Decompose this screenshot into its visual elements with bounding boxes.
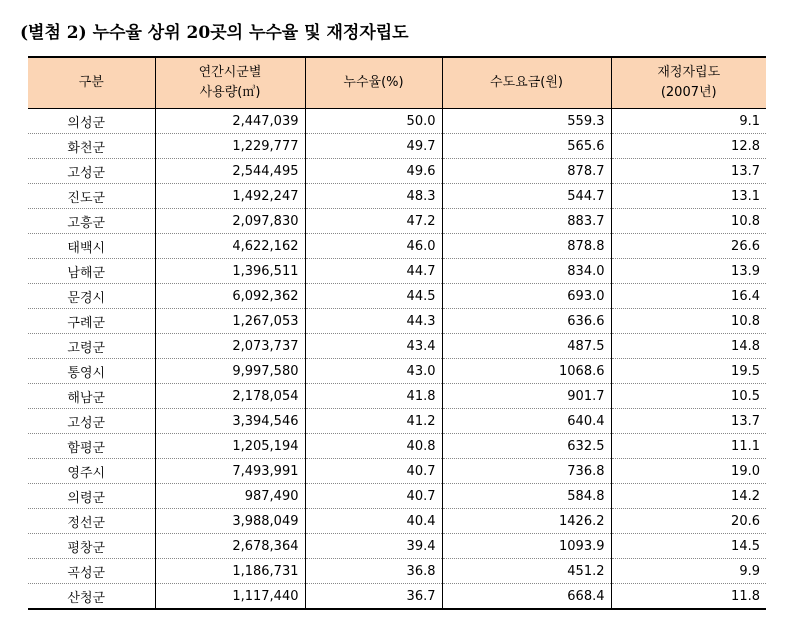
cell-annual-usage: 2,097,830 — [155, 209, 305, 234]
cell-region: 영주시 — [28, 459, 155, 484]
cell-fiscal-independence: 9.9 — [611, 559, 766, 584]
cell-fiscal-independence: 10.8 — [611, 309, 766, 334]
cell-annual-usage: 2,544,495 — [155, 159, 305, 184]
cell-water-fee: 1093.9 — [442, 534, 611, 559]
cell-annual-usage: 987,490 — [155, 484, 305, 509]
cell-fiscal-independence: 19.5 — [611, 359, 766, 384]
cell-water-fee: 584.8 — [442, 484, 611, 509]
cell-fiscal-independence: 13.7 — [611, 159, 766, 184]
cell-leak-rate: 44.3 — [305, 309, 442, 334]
cell-annual-usage: 1,117,440 — [155, 584, 305, 610]
cell-region: 구례군 — [28, 309, 155, 334]
cell-water-fee: 565.6 — [442, 134, 611, 159]
cell-fiscal-independence: 10.8 — [611, 209, 766, 234]
cell-annual-usage: 1,492,247 — [155, 184, 305, 209]
cell-leak-rate: 47.2 — [305, 209, 442, 234]
cell-region: 문경시 — [28, 284, 155, 309]
cell-region: 의령군 — [28, 484, 155, 509]
cell-annual-usage: 2,447,039 — [155, 109, 305, 134]
cell-water-fee: 693.0 — [442, 284, 611, 309]
cell-water-fee: 834.0 — [442, 259, 611, 284]
cell-region: 함평군 — [28, 434, 155, 459]
cell-leak-rate: 48.3 — [305, 184, 442, 209]
table-row — [28, 584, 766, 610]
table-row — [28, 484, 766, 509]
cell-fiscal-independence: 12.8 — [611, 134, 766, 159]
table-row — [28, 109, 766, 134]
cell-water-fee: 1068.6 — [442, 359, 611, 384]
table-row — [28, 384, 766, 409]
header-leak-rate — [305, 57, 442, 109]
table-row — [28, 559, 766, 584]
table-row — [28, 184, 766, 209]
cell-annual-usage: 9,997,580 — [155, 359, 305, 384]
table-row — [28, 534, 766, 559]
header-annual-usage — [155, 57, 305, 109]
cell-region: 해남군 — [28, 384, 155, 409]
cell-water-fee: 878.8 — [442, 234, 611, 259]
cell-fiscal-independence: 14.5 — [611, 534, 766, 559]
cell-region: 평창군 — [28, 534, 155, 559]
header-line: 누수율(%) — [343, 75, 404, 90]
cell-annual-usage: 1,186,731 — [155, 559, 305, 584]
cell-fiscal-independence: 13.9 — [611, 259, 766, 284]
cell-region: 고성군 — [28, 409, 155, 434]
header-line: 구분 — [78, 75, 104, 90]
cell-leak-rate: 40.4 — [305, 509, 442, 534]
cell-water-fee: 878.7 — [442, 159, 611, 184]
table-row — [28, 459, 766, 484]
cell-water-fee: 544.7 — [442, 184, 611, 209]
cell-annual-usage: 6,092,362 — [155, 284, 305, 309]
cell-water-fee: 559.3 — [442, 109, 611, 134]
cell-annual-usage: 1,396,511 — [155, 259, 305, 284]
table-row — [28, 209, 766, 234]
cell-water-fee: 883.7 — [442, 209, 611, 234]
cell-water-fee: 636.6 — [442, 309, 611, 334]
cell-region: 진도군 — [28, 184, 155, 209]
cell-annual-usage: 2,073,737 — [155, 334, 305, 359]
cell-annual-usage: 2,178,054 — [155, 384, 305, 409]
header-region — [28, 57, 155, 109]
cell-leak-rate: 36.7 — [305, 584, 442, 610]
header-row — [28, 57, 766, 109]
cell-leak-rate: 43.0 — [305, 359, 442, 384]
cell-region: 고흥군 — [28, 209, 155, 234]
cell-water-fee: 640.4 — [442, 409, 611, 434]
cell-leak-rate: 41.8 — [305, 384, 442, 409]
cell-leak-rate: 40.7 — [305, 484, 442, 509]
cell-region: 정선군 — [28, 509, 155, 534]
header-line: (2007년) — [660, 85, 717, 100]
header-line: 재정자립도 — [657, 65, 721, 80]
table-row — [28, 284, 766, 309]
cell-region: 고성군 — [28, 159, 155, 184]
cell-water-fee: 736.8 — [442, 459, 611, 484]
cell-fiscal-independence: 13.7 — [611, 409, 766, 434]
header-line: 수도요금(원) — [490, 75, 563, 90]
cell-fiscal-independence: 10.5 — [611, 384, 766, 409]
cell-leak-rate: 49.7 — [305, 134, 442, 159]
cell-annual-usage: 1,229,777 — [155, 134, 305, 159]
cell-water-fee: 451.2 — [442, 559, 611, 584]
cell-region: 고령군 — [28, 334, 155, 359]
cell-fiscal-independence: 13.1 — [611, 184, 766, 209]
cell-fiscal-independence: 14.2 — [611, 484, 766, 509]
table-row — [28, 259, 766, 284]
table-row — [28, 434, 766, 459]
cell-fiscal-independence: 16.4 — [611, 284, 766, 309]
cell-annual-usage: 3,988,049 — [155, 509, 305, 534]
cell-fiscal-independence: 19.0 — [611, 459, 766, 484]
cell-leak-rate: 36.8 — [305, 559, 442, 584]
table-body — [28, 109, 766, 610]
header-line: 사용량(㎥) — [199, 85, 261, 100]
header-line: 연간시군별 — [198, 65, 262, 80]
cell-fiscal-independence: 11.1 — [611, 434, 766, 459]
cell-annual-usage: 1,205,194 — [155, 434, 305, 459]
cell-leak-rate: 39.4 — [305, 534, 442, 559]
cell-fiscal-independence: 9.1 — [611, 109, 766, 134]
table-row — [28, 409, 766, 434]
table-row — [28, 359, 766, 384]
cell-water-fee: 668.4 — [442, 584, 611, 610]
cell-annual-usage: 4,622,162 — [155, 234, 305, 259]
leak-rate-table — [28, 56, 766, 610]
cell-region: 남해군 — [28, 259, 155, 284]
cell-region: 곡성군 — [28, 559, 155, 584]
cell-annual-usage: 2,678,364 — [155, 534, 305, 559]
cell-water-fee: 487.5 — [442, 334, 611, 359]
table-row — [28, 234, 766, 259]
cell-region: 산청군 — [28, 584, 155, 610]
cell-leak-rate: 40.8 — [305, 434, 442, 459]
cell-region: 화천군 — [28, 134, 155, 159]
cell-leak-rate: 44.5 — [305, 284, 442, 309]
cell-fiscal-independence: 26.6 — [611, 234, 766, 259]
table-row — [28, 334, 766, 359]
cell-leak-rate: 40.7 — [305, 459, 442, 484]
cell-water-fee: 1426.2 — [442, 509, 611, 534]
cell-fiscal-independence: 11.8 — [611, 584, 766, 610]
cell-leak-rate: 50.0 — [305, 109, 442, 134]
table-header — [28, 57, 766, 109]
cell-annual-usage: 7,493,991 — [155, 459, 305, 484]
cell-fiscal-independence: 14.8 — [611, 334, 766, 359]
cell-region: 태백시 — [28, 234, 155, 259]
cell-water-fee: 632.5 — [442, 434, 611, 459]
cell-leak-rate: 41.2 — [305, 409, 442, 434]
table-row — [28, 509, 766, 534]
table-row — [28, 134, 766, 159]
cell-region: 통영시 — [28, 359, 155, 384]
document-title: (별첨 2) 누수율 상위 20곳의 누수율 및 재정자립도 — [20, 23, 409, 43]
header-water-fee — [442, 57, 611, 109]
cell-water-fee: 901.7 — [442, 384, 611, 409]
cell-leak-rate: 46.0 — [305, 234, 442, 259]
cell-region: 의성군 — [28, 109, 155, 134]
cell-annual-usage: 3,394,546 — [155, 409, 305, 434]
cell-leak-rate: 49.6 — [305, 159, 442, 184]
cell-leak-rate: 43.4 — [305, 334, 442, 359]
header-fiscal-independence — [611, 57, 766, 109]
cell-leak-rate: 44.7 — [305, 259, 442, 284]
cell-fiscal-independence: 20.6 — [611, 509, 766, 534]
table-row — [28, 159, 766, 184]
table-row — [28, 309, 766, 334]
cell-annual-usage: 1,267,053 — [155, 309, 305, 334]
